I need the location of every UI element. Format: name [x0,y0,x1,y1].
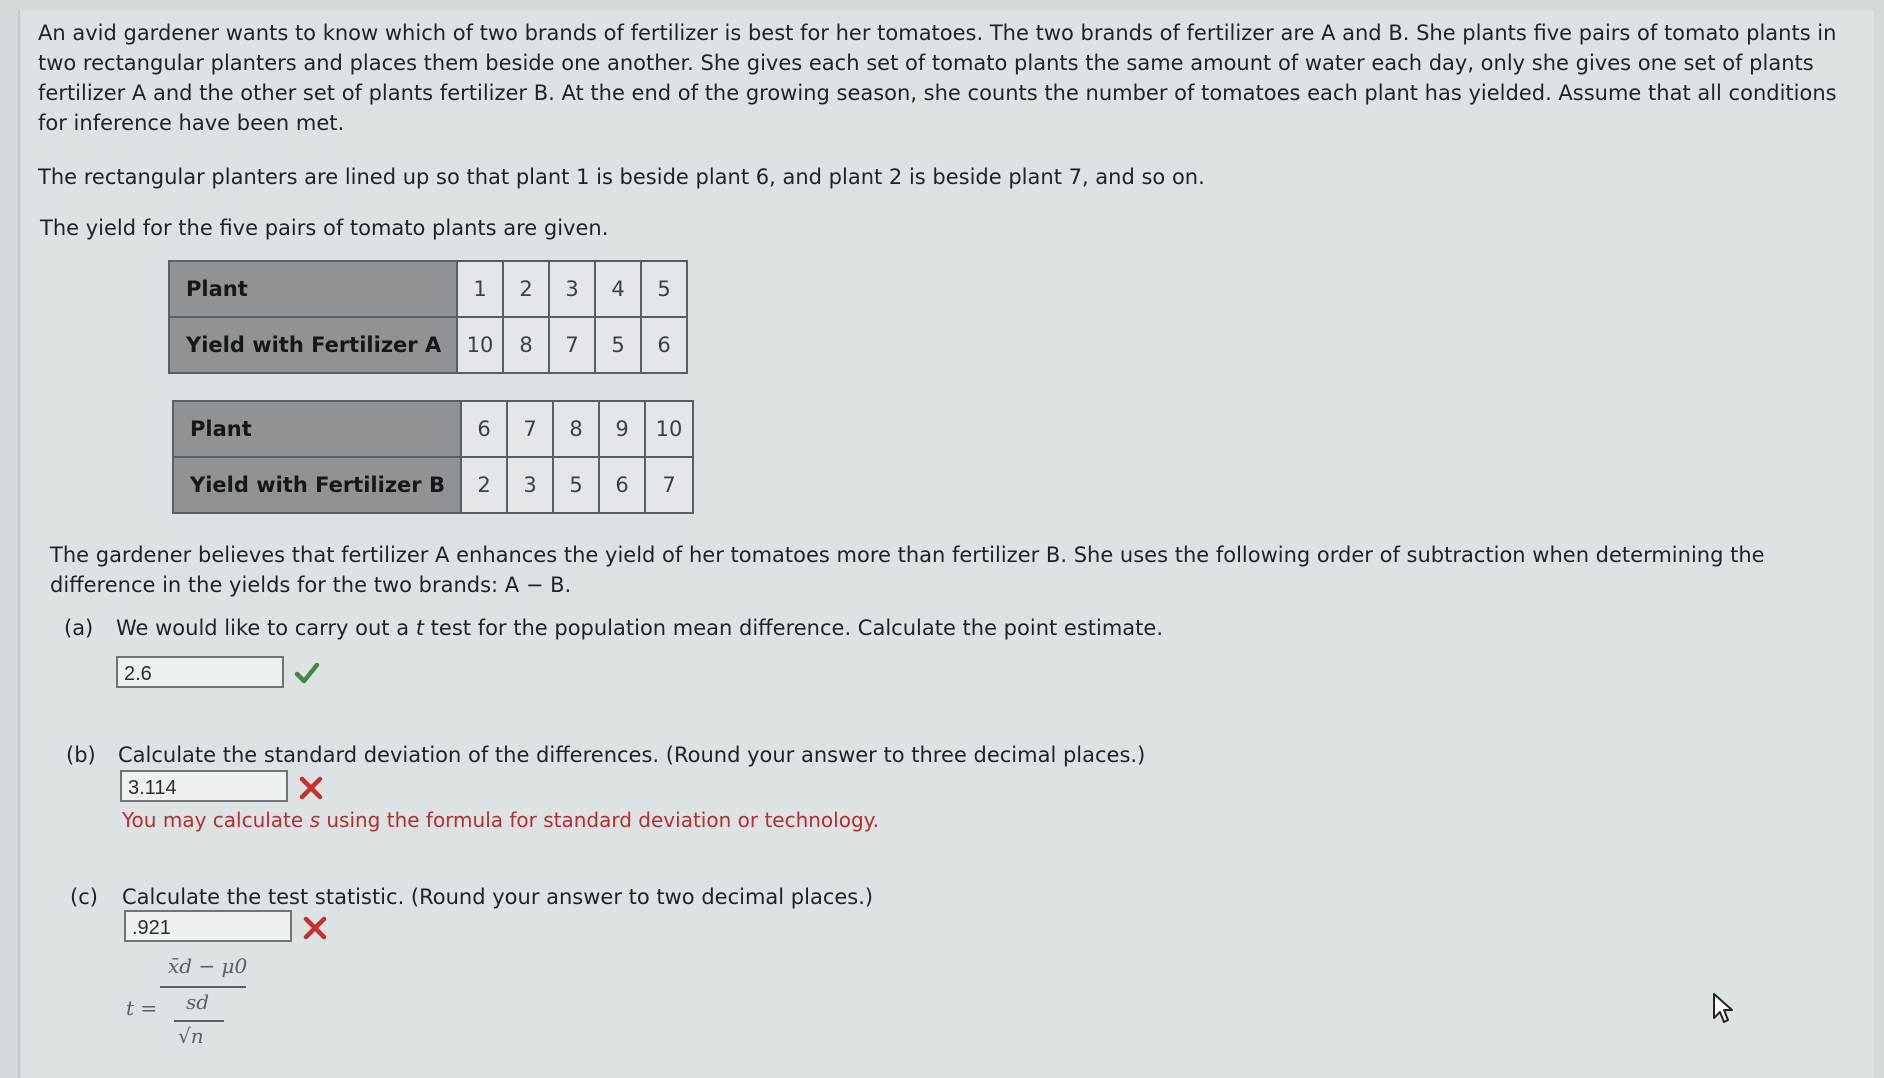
intro-paragraph-2: The rectangular planters are lined up so that plant 1 is beside plant 6, and plant 2 is beside plant 7, and so on. [38,165,1205,189]
row-header: Yield with Fertilizer B [173,457,461,513]
part-c-text: Calculate the test statistic. (Round your answer to two decimal places.) [122,885,874,909]
fertilizer-a-table [168,260,688,374]
fertilizer-b-table [172,400,694,514]
table-cell: 2 [461,457,507,513]
table-cell: 6 [461,401,507,457]
part-a-label: (a) [64,616,94,640]
table-cell: 3 [549,261,595,317]
hint-text-end: using the formula for standard deviation or technology. [319,808,879,832]
formula-denominator-bottom: √n [178,1024,204,1048]
table-cell: 5 [553,457,599,513]
part-c-question [70,882,873,912]
row-header: Plant [169,261,457,317]
table-cell: 3 [507,457,553,513]
part-b-label: (b) [66,743,96,767]
formula-lhs: t = [126,996,158,1020]
table-row [169,317,687,373]
table-cell: 8 [503,317,549,373]
row-header: Plant [173,401,461,457]
table-row [169,261,687,317]
intro-paragraph-1: An avid gardener wants to know which of two brands of fertilizer is best for her tomatoes. The two brands of fertilizer are A and B. She plants five pairs of tomato plants in two rectangular planters and places them beside one another. She gives each set of tomato plants the same amount of water each day, only she gives one set of plants fertilizer A and the other set of plants fertilizer B. At the end of the growing season, she counts the number of tomatoes each plant has yielded. Assume that all conditions for inference have been met. [38,21,1837,135]
part-a-text-end: test for the population mean difference. Calculate the point estimate. [424,616,1163,640]
intro-paragraph-3: The yield for the five pairs of tomato plants are given. [40,216,609,240]
standard-deviation-input[interactable]: 3.114 [120,770,288,802]
row-header: Yield with Fertilizer A [169,317,457,373]
table-cell: 5 [595,317,641,373]
table-cell: 7 [549,317,595,373]
table-cell: 6 [641,317,687,373]
hint-variable: s [309,808,320,832]
part-a-question [64,613,1163,643]
part-a-text-start: We would like to carry out a [116,616,416,640]
table-cell: 5 [641,261,687,317]
table-cell: 2 [503,261,549,317]
formula-numerator: x̄d − μ0 [168,954,248,978]
formula-fraction-bar [174,1020,224,1022]
test-statistic-input[interactable]: .921 [124,910,292,942]
table-cell: 7 [645,457,693,513]
problem-page [18,10,1874,1078]
part-b-hint [122,808,879,832]
table-cell: 10 [645,401,693,457]
part-a-variable: t [415,616,424,640]
cross-icon [298,775,324,801]
part-b-text: Calculate the standard deviation of the differences. (Round your answer to three decimal places.) [118,743,1146,767]
mouse-pointer-icon [1712,992,1734,1024]
table-cell: 1 [457,261,503,317]
formula-fraction-bar [160,986,246,988]
belief-paragraph: The gardener believes that fertilizer A enhances the yield of her tomatoes more than fertilizer B. She uses the following order of subtraction when determining the difference in the yields for the two brands: A − B. [50,543,1765,597]
hint-text-start: You may calculate [122,808,310,832]
point-estimate-input[interactable]: 2.6 [116,656,284,688]
table-cell: 8 [553,401,599,457]
table-cell: 9 [599,401,645,457]
t-statistic-formula [126,950,286,1060]
table-cell: 4 [595,261,641,317]
part-b-question [66,740,1145,770]
table-cell: 6 [599,457,645,513]
formula-denominator-top: sd [186,990,210,1014]
table-row [173,401,693,457]
table-cell: 10 [457,317,503,373]
cross-icon [302,915,328,941]
checkmark-icon [294,660,320,686]
table-cell: 7 [507,401,553,457]
part-c-label: (c) [70,885,98,909]
table-row [173,457,693,513]
